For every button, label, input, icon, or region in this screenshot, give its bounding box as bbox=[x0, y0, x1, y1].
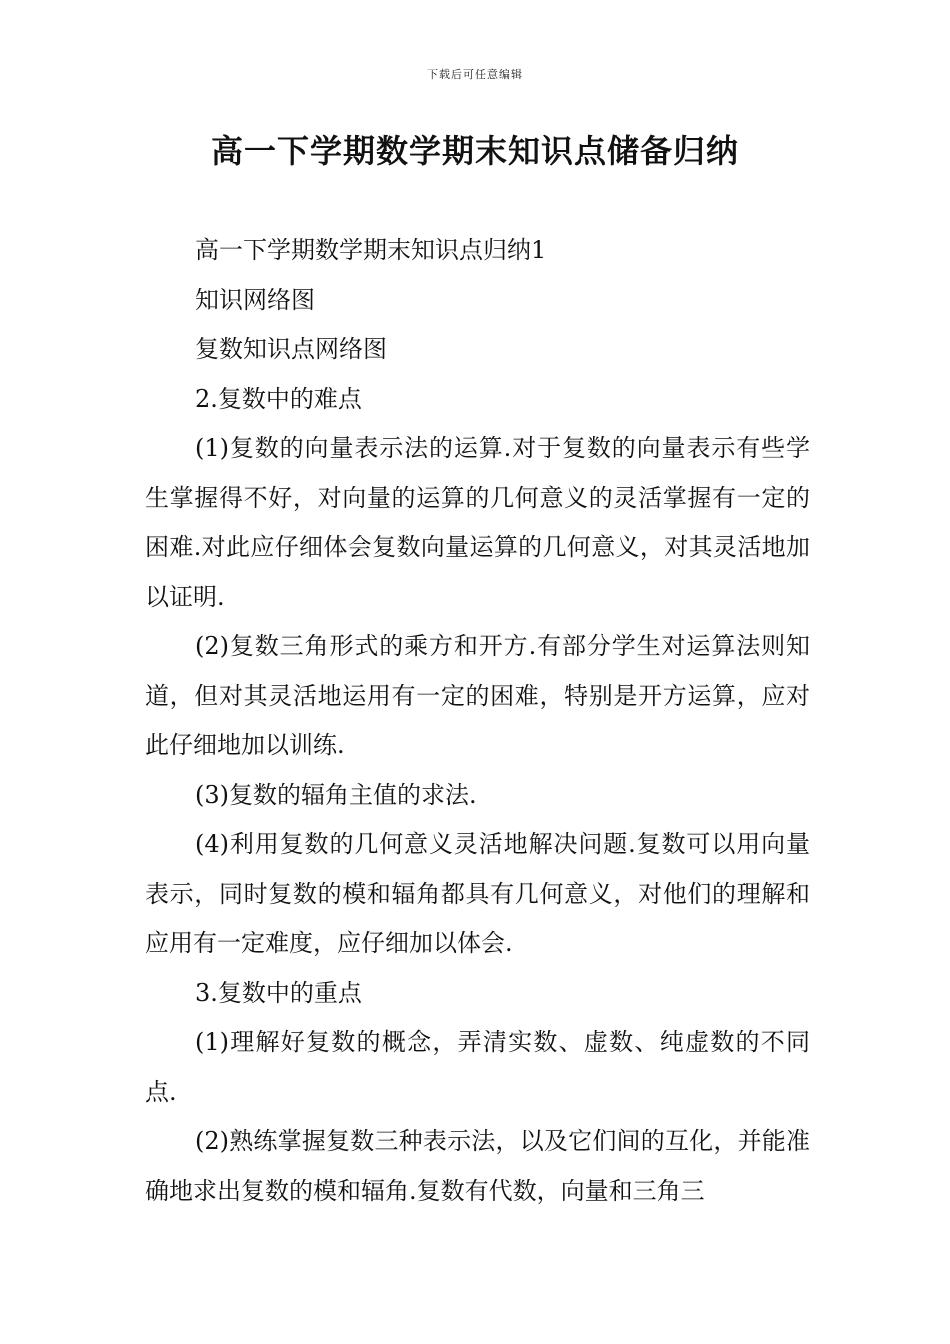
paragraph-keypoint-2: (2)熟练掌握复数三种表示法，以及它们间的互化，并能准确地求出复数的模和辐角.复数有代数，向量和三角三 bbox=[145, 1127, 810, 1205]
paragraph-complex-map: 复数知识点网络图 bbox=[195, 335, 387, 363]
paragraph-difficulty-4: (4)利用复数的几何意义灵活地解决问题.复数可以用向量表示，同时复数的模和辐角都具有几何意义，对他们的理解和应用有一定难度，应仔细加以体会. bbox=[145, 830, 810, 957]
document-title: 高一下学期数学期末知识点储备归纳 bbox=[210, 132, 739, 170]
document-body bbox=[145, 226, 810, 1216]
paragraph-subtitle: 高一下学期数学期末知识点归纳1 bbox=[195, 236, 547, 264]
paragraph-knowledge-map: 知识网络图 bbox=[195, 285, 315, 314]
paragraph-difficulty-1: (1)复数的向量表示法的运算.对于复数的向量表示有些学生掌握得不好，对向量的运算的几何意义的灵活掌握有一定的困难.对此应仔细体会复数向量运算的几何意义，对其灵活地加以证明. bbox=[145, 434, 810, 611]
paragraph-keypoints-heading: 3.复数中的重点 bbox=[195, 978, 362, 1007]
paragraph-difficulty-2: (2)复数三角形式的乘方和开方.有部分学生对运算法则知道，但对其灵活地运用有一定的困难，特别是开方运算，应对此仔细地加以训练. bbox=[145, 632, 810, 759]
paragraph-difficulties-heading: 2.复数中的难点 bbox=[195, 384, 362, 413]
paragraph-difficulty-3: (3)复数的辐角主值的求法. bbox=[195, 780, 477, 809]
paragraph-keypoint-1: (1)理解好复数的概念，弄清实数、虚数、纯虚数的不同点. bbox=[145, 1028, 810, 1106]
header-note: 下载后可任意编辑 bbox=[427, 68, 523, 81]
